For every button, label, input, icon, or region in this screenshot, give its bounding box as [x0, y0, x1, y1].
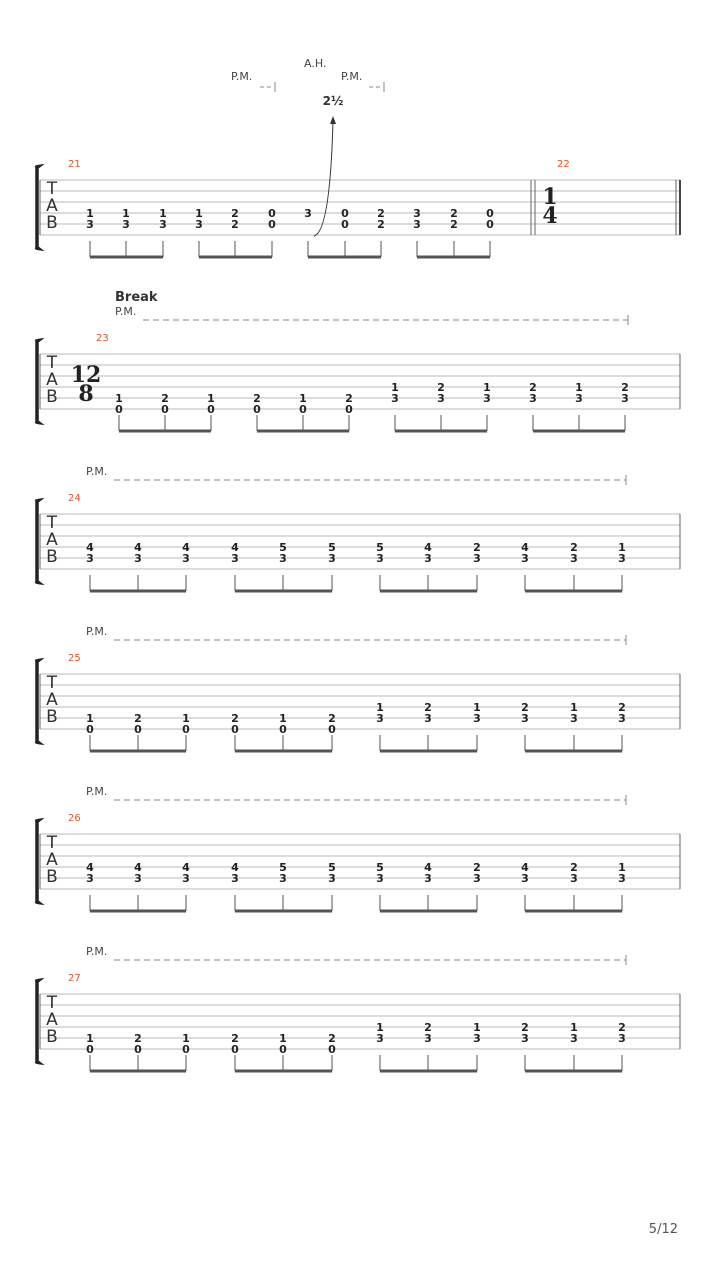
fret-number: 2 [621, 381, 629, 394]
measure-number: 22 [557, 159, 570, 170]
fret-number: 4 [182, 541, 190, 554]
fret-number: 1 [575, 381, 583, 394]
system-bracket [36, 339, 42, 424]
fret-number: 5 [376, 861, 384, 874]
fret-number: 3 [424, 1032, 432, 1045]
fret-number: 4 [521, 541, 529, 554]
fret-number: 0 [328, 723, 336, 736]
measure-number: 27 [68, 973, 81, 984]
fret-number: 3 [618, 1032, 626, 1045]
fret-number: 0 [86, 723, 94, 736]
fret-number: 2 [328, 712, 336, 725]
palm-mute-label: P.M. [86, 625, 108, 638]
fret-number: 1 [279, 1032, 287, 1045]
fret-number: 0 [486, 207, 494, 220]
fret-number: 1 [483, 381, 491, 394]
fret-number: 1 [473, 701, 481, 714]
tab-clef-letter: T [46, 833, 58, 853]
fret-number: 2 [253, 392, 261, 405]
fret-number: 2 [570, 861, 578, 874]
fret-number: 2 [424, 1021, 432, 1034]
fret-number: 3 [473, 552, 481, 565]
fret-number: 3 [570, 1032, 578, 1045]
tab-clef-letter: B [46, 213, 58, 233]
fret-number: 0 [268, 207, 276, 220]
fret-number: 0 [341, 207, 349, 220]
measure-number: 25 [68, 653, 81, 664]
measure-number: 23 [96, 333, 109, 344]
palm-mute-label: P.M. [231, 70, 253, 83]
fret-number: 0 [279, 1043, 287, 1056]
fret-number: 3 [618, 872, 626, 885]
fret-number: 3 [231, 872, 239, 885]
fret-number: 1 [115, 392, 123, 405]
fret-number: 2 [134, 1032, 142, 1045]
fret-number: 4 [134, 861, 142, 874]
palm-mute-label: P.M. [86, 785, 108, 798]
fret-number: 1 [159, 207, 167, 220]
palm-mute-label: P.M. [86, 465, 108, 478]
fret-number: 1 [207, 392, 215, 405]
fret-number: 4 [424, 541, 432, 554]
fret-number: 1 [182, 712, 190, 725]
fret-number: 0 [253, 403, 261, 416]
fret-number: 0 [299, 403, 307, 416]
fret-number: 3 [159, 218, 167, 231]
fret-number: 0 [345, 403, 353, 416]
section-label: Break [115, 290, 158, 305]
fret-number: 2 [473, 861, 481, 874]
fret-number: 3 [182, 872, 190, 885]
fret-number: 3 [231, 552, 239, 565]
fret-number: 3 [86, 872, 94, 885]
tab-clef-letter: A [46, 1010, 58, 1030]
tab-clef-letter: T [46, 179, 58, 199]
bend-arrow-head [330, 116, 336, 124]
fret-number: 4 [86, 861, 94, 874]
time-signature-bottom: 8 [78, 381, 94, 407]
fret-number: 1 [376, 701, 384, 714]
fret-number: 2 [521, 701, 529, 714]
fret-number: 3 [473, 872, 481, 885]
measure-number: 21 [68, 159, 81, 170]
fret-number: 0 [182, 723, 190, 736]
fret-number: 0 [231, 723, 239, 736]
tab-clef-letter: B [46, 867, 58, 887]
fret-number: 3 [328, 872, 336, 885]
tab-clef-letter: B [46, 387, 58, 407]
fret-number: 2 [377, 207, 385, 220]
fret-number: 2 [618, 1021, 626, 1034]
tab-clef-letter: T [46, 993, 58, 1013]
fret-number: 5 [328, 541, 336, 554]
tab-clef-letter: A [46, 370, 58, 390]
fret-number: 0 [207, 403, 215, 416]
tab-clef-letter: B [46, 547, 58, 567]
bend-amount: 2½ [322, 94, 344, 108]
system-bracket [36, 979, 42, 1064]
fret-number: 1 [279, 712, 287, 725]
fret-number: 5 [279, 861, 287, 874]
fret-number: 1 [86, 1032, 94, 1045]
fret-number: 3 [195, 218, 203, 231]
fret-number: 4 [521, 861, 529, 874]
fret-number: 1 [570, 701, 578, 714]
time-signature-bottom: 4 [542, 203, 558, 229]
fret-number: 3 [521, 712, 529, 725]
fret-number: 0 [115, 403, 123, 416]
tab-clef-letter: A [46, 690, 58, 710]
fret-number: 4 [134, 541, 142, 554]
system-bracket [36, 499, 42, 584]
fret-number: 2 [161, 392, 169, 405]
fret-number: 3 [134, 872, 142, 885]
fret-number: 3 [424, 872, 432, 885]
fret-number: 3 [473, 1032, 481, 1045]
system-bracket [36, 659, 42, 744]
fret-number: 3 [570, 872, 578, 885]
fret-number: 2 [529, 381, 537, 394]
fret-number: 5 [279, 541, 287, 554]
page-number: 5/12 [648, 1222, 678, 1237]
fret-number: 2 [521, 1021, 529, 1034]
fret-number: 3 [424, 552, 432, 565]
fret-number: 1 [391, 381, 399, 394]
fret-number: 3 [391, 392, 399, 405]
bend-curve [314, 121, 333, 236]
fret-number: 0 [134, 1043, 142, 1056]
fret-number: 3 [413, 207, 421, 220]
fret-number: 3 [376, 872, 384, 885]
tab-clef-letter: T [46, 513, 58, 533]
tab-clef-letter: A [46, 850, 58, 870]
fret-number: 3 [424, 712, 432, 725]
fret-number: 2 [618, 701, 626, 714]
fret-number: 3 [575, 392, 583, 405]
fret-number: 0 [231, 1043, 239, 1056]
fret-number: 0 [486, 218, 494, 231]
fret-number: 2 [450, 218, 458, 231]
fret-number: 3 [529, 392, 537, 405]
fret-number: 3 [279, 552, 287, 565]
system-bracket [36, 165, 42, 250]
fret-number: 1 [182, 1032, 190, 1045]
tab-clef-letter: T [46, 673, 58, 693]
fret-number: 3 [182, 552, 190, 565]
fret-number: 2 [424, 701, 432, 714]
fret-number: 3 [86, 552, 94, 565]
fret-number: 1 [570, 1021, 578, 1034]
fret-number: 2 [231, 218, 239, 231]
palm-mute-label: P.M. [86, 945, 108, 958]
tab-clef-letter: B [46, 707, 58, 727]
fret-number: 2 [231, 712, 239, 725]
fret-number: 3 [122, 218, 130, 231]
fret-number: 3 [413, 218, 421, 231]
tab-clef-letter: A [46, 196, 58, 216]
fret-number: 4 [231, 541, 239, 554]
tab-clef-letter: A [46, 530, 58, 550]
fret-number: 5 [328, 861, 336, 874]
fret-number: 3 [473, 712, 481, 725]
fret-number: 2 [328, 1032, 336, 1045]
fret-number: 3 [279, 872, 287, 885]
artificial-harmonic-label: A.H. [304, 57, 327, 70]
fret-number: 1 [122, 207, 130, 220]
fret-number: 1 [618, 541, 626, 554]
fret-number: 3 [86, 218, 94, 231]
palm-mute-label: P.M. [341, 70, 363, 83]
fret-number: 1 [376, 1021, 384, 1034]
fret-number: 0 [182, 1043, 190, 1056]
fret-number: 2 [231, 207, 239, 220]
fret-number: 2 [134, 712, 142, 725]
fret-number: 4 [231, 861, 239, 874]
fret-number: 0 [341, 218, 349, 231]
fret-number: 1 [195, 207, 203, 220]
fret-number: 3 [376, 552, 384, 565]
fret-number: 3 [570, 712, 578, 725]
fret-number: 3 [621, 392, 629, 405]
fret-number: 2 [570, 541, 578, 554]
system-bracket [36, 819, 42, 904]
fret-number: 2 [231, 1032, 239, 1045]
fret-number: 3 [618, 552, 626, 565]
fret-number: 1 [473, 1021, 481, 1034]
fret-number: 5 [376, 541, 384, 554]
tab-clef-letter: B [46, 1027, 58, 1047]
fret-number: 1 [618, 861, 626, 874]
fret-number: 3 [328, 552, 336, 565]
fret-number: 3 [521, 1032, 529, 1045]
time-signature-top: 12 [70, 362, 102, 388]
measure-number: 24 [68, 493, 81, 504]
fret-number: 2 [473, 541, 481, 554]
fret-number: 3 [304, 207, 312, 220]
fret-number: 2 [345, 392, 353, 405]
fret-number: 1 [86, 712, 94, 725]
fret-number: 4 [424, 861, 432, 874]
fret-number: 3 [134, 552, 142, 565]
fret-number: 2 [377, 218, 385, 231]
fret-number: 3 [483, 392, 491, 405]
palm-mute-label: P.M. [115, 305, 137, 318]
fret-number: 0 [328, 1043, 336, 1056]
measure-number: 26 [68, 813, 81, 824]
fret-number: 3 [521, 872, 529, 885]
fret-number: 3 [618, 712, 626, 725]
fret-number: 0 [279, 723, 287, 736]
fret-number: 2 [450, 207, 458, 220]
fret-number: 0 [268, 218, 276, 231]
fret-number: 3 [376, 712, 384, 725]
fret-number: 3 [521, 552, 529, 565]
fret-number: 4 [86, 541, 94, 554]
fret-number: 1 [299, 392, 307, 405]
fret-number: 3 [437, 392, 445, 405]
fret-number: 3 [376, 1032, 384, 1045]
tab-clef-letter: T [46, 353, 58, 373]
fret-number: 0 [86, 1043, 94, 1056]
fret-number: 3 [570, 552, 578, 565]
fret-number: 4 [182, 861, 190, 874]
fret-number: 2 [437, 381, 445, 394]
time-signature-top: 1 [542, 184, 558, 210]
fret-number: 1 [86, 207, 94, 220]
fret-number: 0 [161, 403, 169, 416]
fret-number: 0 [134, 723, 142, 736]
